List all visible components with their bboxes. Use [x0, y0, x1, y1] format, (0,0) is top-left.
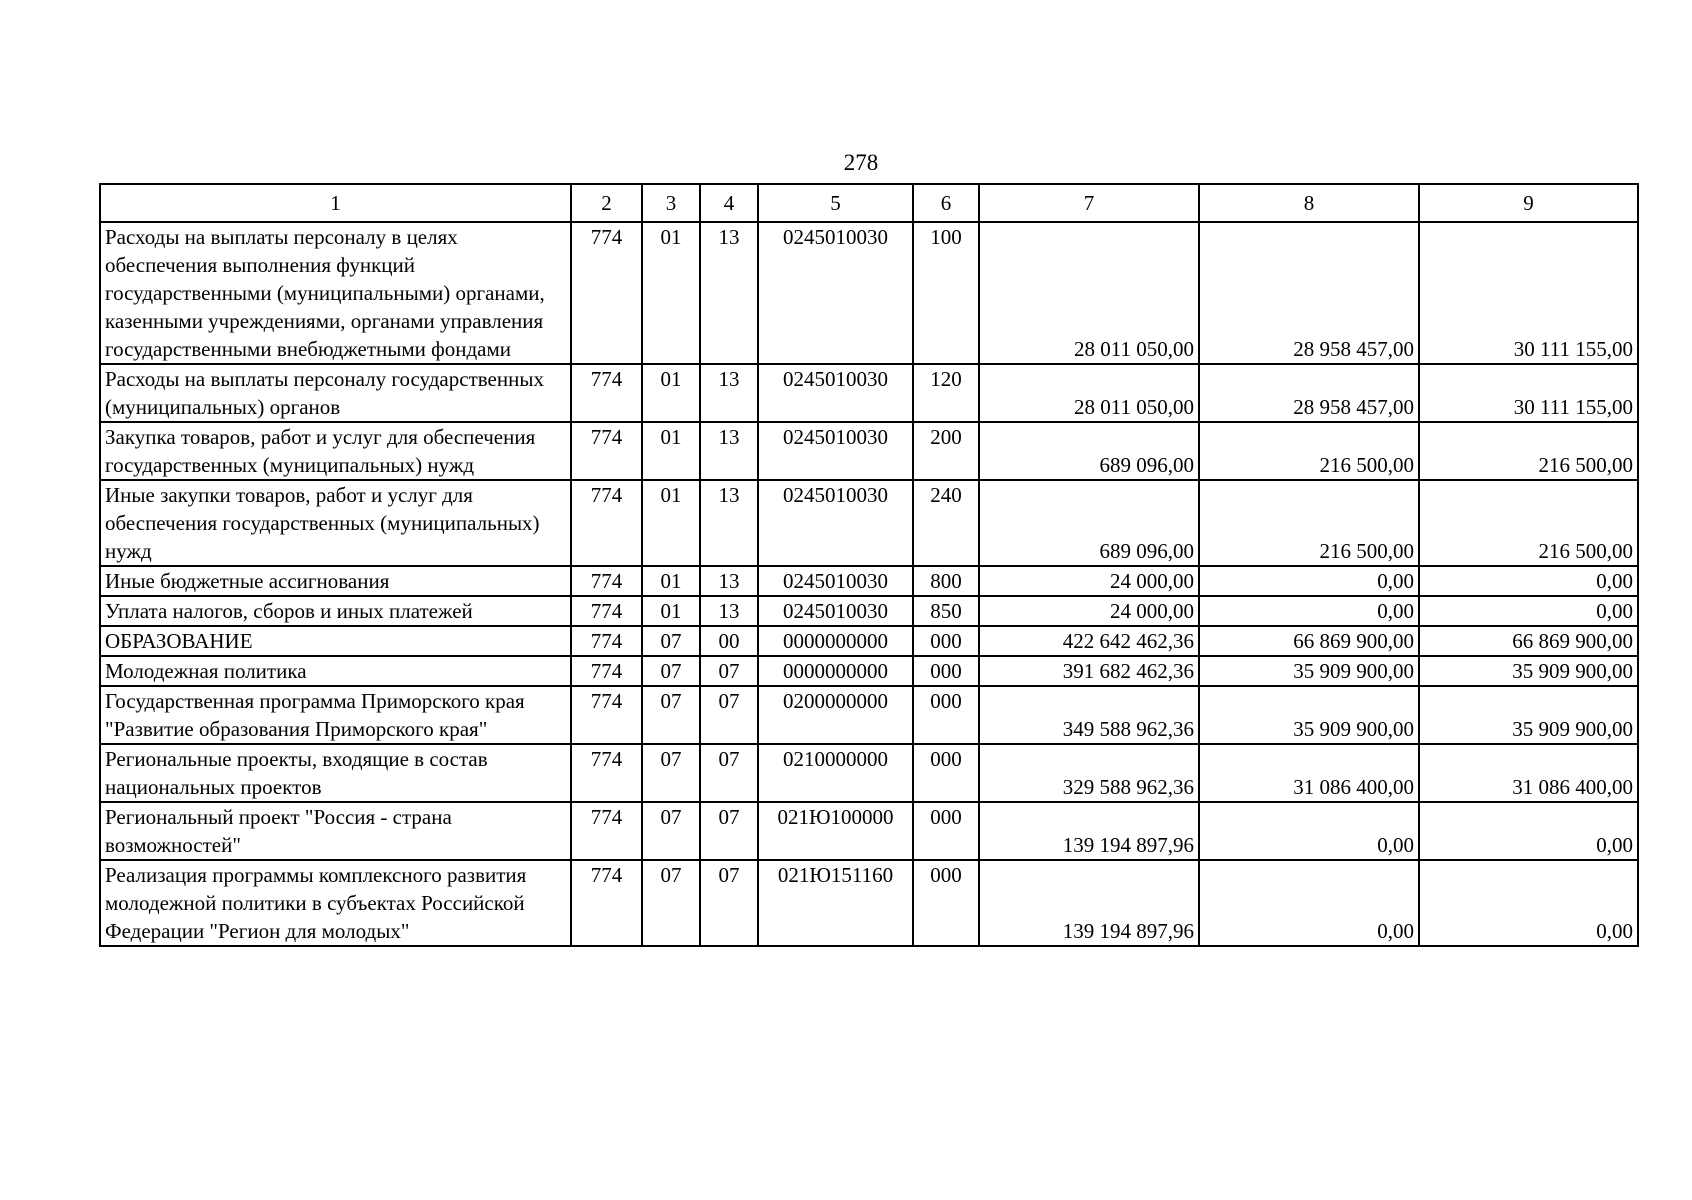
amount-year3-cell: 0,00 [1419, 566, 1638, 596]
expense-type-cell: 000 [913, 626, 979, 656]
ministry-code-cell: 774 [571, 656, 642, 686]
table-row [100, 744, 1638, 802]
expense-type-cell: 120 [913, 364, 979, 422]
target-article-cell: 0245010030 [758, 364, 913, 422]
amount-year2-cell: 0,00 [1199, 802, 1419, 860]
ministry-code-cell: 774 [571, 566, 642, 596]
row-name-cell: Молодежная политика [100, 656, 571, 686]
amount-year2-cell: 35 909 900,00 [1199, 656, 1419, 686]
column-header: 5 [758, 184, 913, 222]
amount-year3-cell: 35 909 900,00 [1419, 656, 1638, 686]
target-article-cell: 0000000000 [758, 626, 913, 656]
row-name-cell: Расходы на выплаты персоналу государственных (муниципальных) органов [100, 364, 571, 422]
target-article-cell: 0245010030 [758, 222, 913, 364]
amount-year1-cell: 24 000,00 [979, 596, 1199, 626]
section-code-cell: 01 [642, 566, 700, 596]
subsection-code-cell: 13 [700, 364, 758, 422]
column-header: 3 [642, 184, 700, 222]
amount-year2-cell: 66 869 900,00 [1199, 626, 1419, 656]
subsection-code-cell: 07 [700, 744, 758, 802]
amount-year1-cell: 139 194 897,96 [979, 802, 1199, 860]
subsection-code-cell: 07 [700, 656, 758, 686]
amount-year2-cell: 28 958 457,00 [1199, 364, 1419, 422]
subsection-code-cell: 13 [700, 480, 758, 566]
column-header: 8 [1199, 184, 1419, 222]
table-row [100, 422, 1638, 480]
target-article-cell: 021Ю100000 [758, 802, 913, 860]
amount-year2-cell: 216 500,00 [1199, 480, 1419, 566]
section-code-cell: 07 [642, 860, 700, 946]
amount-year1-cell: 349 588 962,36 [979, 686, 1199, 744]
table-row [100, 364, 1638, 422]
amount-year3-cell: 0,00 [1419, 860, 1638, 946]
amount-year1-cell: 689 096,00 [979, 480, 1199, 566]
ministry-code-cell: 774 [571, 626, 642, 656]
amount-year3-cell: 216 500,00 [1419, 422, 1638, 480]
row-name-cell: Государственная программа Приморского края "Развитие образования Приморского края" [100, 686, 571, 744]
amount-year1-cell: 24 000,00 [979, 566, 1199, 596]
section-code-cell: 01 [642, 596, 700, 626]
amount-year1-cell: 329 588 962,36 [979, 744, 1199, 802]
row-name-cell: Региональные проекты, входящие в состав национальных проектов [100, 744, 571, 802]
section-code-cell: 07 [642, 656, 700, 686]
table-row [100, 860, 1638, 946]
subsection-code-cell: 13 [700, 422, 758, 480]
amount-year3-cell: 0,00 [1419, 596, 1638, 626]
expense-type-cell: 000 [913, 860, 979, 946]
ministry-code-cell: 774 [571, 364, 642, 422]
expense-type-cell: 800 [913, 566, 979, 596]
amount-year2-cell: 0,00 [1199, 596, 1419, 626]
section-code-cell: 07 [642, 744, 700, 802]
amount-year2-cell: 0,00 [1199, 860, 1419, 946]
target-article-cell: 021Ю151160 [758, 860, 913, 946]
column-header: 6 [913, 184, 979, 222]
column-header: 2 [571, 184, 642, 222]
subsection-code-cell: 07 [700, 860, 758, 946]
column-header: 1 [100, 184, 571, 222]
amount-year1-cell: 28 011 050,00 [979, 222, 1199, 364]
section-code-cell: 07 [642, 686, 700, 744]
target-article-cell: 0210000000 [758, 744, 913, 802]
header-row [100, 184, 1638, 222]
expense-type-cell: 000 [913, 686, 979, 744]
table-row [100, 566, 1638, 596]
amount-year1-cell: 28 011 050,00 [979, 364, 1199, 422]
ministry-code-cell: 774 [571, 802, 642, 860]
row-name-cell: Расходы на выплаты персоналу в целях обеспечения выполнения функций государственными (муниципальными) органами, казенными учреждениями, органами управления государственными внебюджетными фондами [100, 222, 571, 364]
table-row [100, 480, 1638, 566]
ministry-code-cell: 774 [571, 480, 642, 566]
amount-year3-cell: 30 111 155,00 [1419, 222, 1638, 364]
amount-year3-cell: 35 909 900,00 [1419, 686, 1638, 744]
section-code-cell: 01 [642, 422, 700, 480]
amount-year2-cell: 35 909 900,00 [1199, 686, 1419, 744]
amount-year3-cell: 31 086 400,00 [1419, 744, 1638, 802]
amount-year2-cell: 28 958 457,00 [1199, 222, 1419, 364]
expense-type-cell: 000 [913, 744, 979, 802]
column-header: 4 [700, 184, 758, 222]
section-code-cell: 07 [642, 802, 700, 860]
expense-type-cell: 850 [913, 596, 979, 626]
expense-type-cell: 100 [913, 222, 979, 364]
column-header: 9 [1419, 184, 1638, 222]
expense-type-cell: 240 [913, 480, 979, 566]
amount-year2-cell: 0,00 [1199, 566, 1419, 596]
amount-year1-cell: 139 194 897,96 [979, 860, 1199, 946]
row-name-cell: Иные бюджетные ассигнования [100, 566, 571, 596]
target-article-cell: 0245010030 [758, 480, 913, 566]
section-code-cell: 01 [642, 480, 700, 566]
table-row [100, 686, 1638, 744]
row-name-cell: ОБРАЗОВАНИЕ [100, 626, 571, 656]
amount-year3-cell: 30 111 155,00 [1419, 364, 1638, 422]
page-number: 278 [843, 150, 879, 175]
subsection-code-cell: 13 [700, 222, 758, 364]
amount-year2-cell: 31 086 400,00 [1199, 744, 1419, 802]
amount-year2-cell: 216 500,00 [1199, 422, 1419, 480]
table-row [100, 596, 1638, 626]
target-article-cell: 0000000000 [758, 656, 913, 686]
ministry-code-cell: 774 [571, 744, 642, 802]
amount-year3-cell: 66 869 900,00 [1419, 626, 1638, 656]
row-name-cell: Иные закупки товаров, работ и услуг для обеспечения государственных (муниципальных) нужд [100, 480, 571, 566]
section-code-cell: 07 [642, 626, 700, 656]
column-header: 7 [979, 184, 1199, 222]
target-article-cell: 0245010030 [758, 566, 913, 596]
row-name-cell: Реализация программы комплексного развития молодежной политики в субъектах Российской Федерации "Регион для молодых" [100, 860, 571, 946]
target-article-cell: 0200000000 [758, 686, 913, 744]
row-name-cell: Региональный проект "Россия - страна возможностей" [100, 802, 571, 860]
amount-year1-cell: 422 642 462,36 [979, 626, 1199, 656]
ministry-code-cell: 774 [571, 860, 642, 946]
amount-year1-cell: 391 682 462,36 [979, 656, 1199, 686]
amount-year3-cell: 0,00 [1419, 802, 1638, 860]
ministry-code-cell: 774 [571, 596, 642, 626]
target-article-cell: 0245010030 [758, 596, 913, 626]
row-name-cell: Закупка товаров, работ и услуг для обеспечения государственных (муниципальных) нужд [100, 422, 571, 480]
amount-year3-cell: 216 500,00 [1419, 480, 1638, 566]
table-row [100, 222, 1638, 364]
ministry-code-cell: 774 [571, 422, 642, 480]
budget-table [99, 183, 1639, 947]
expense-type-cell: 000 [913, 802, 979, 860]
table-row [100, 656, 1638, 686]
amount-year1-cell: 689 096,00 [979, 422, 1199, 480]
table-row [100, 626, 1638, 656]
table-row [100, 802, 1638, 860]
subsection-code-cell: 07 [700, 686, 758, 744]
ministry-code-cell: 774 [571, 222, 642, 364]
subsection-code-cell: 07 [700, 802, 758, 860]
section-code-cell: 01 [642, 222, 700, 364]
ministry-code-cell: 774 [571, 686, 642, 744]
expense-type-cell: 000 [913, 656, 979, 686]
expense-type-cell: 200 [913, 422, 979, 480]
subsection-code-cell: 13 [700, 596, 758, 626]
section-code-cell: 01 [642, 364, 700, 422]
subsection-code-cell: 00 [700, 626, 758, 656]
target-article-cell: 0245010030 [758, 422, 913, 480]
row-name-cell: Уплата налогов, сборов и иных платежей [100, 596, 571, 626]
subsection-code-cell: 13 [700, 566, 758, 596]
